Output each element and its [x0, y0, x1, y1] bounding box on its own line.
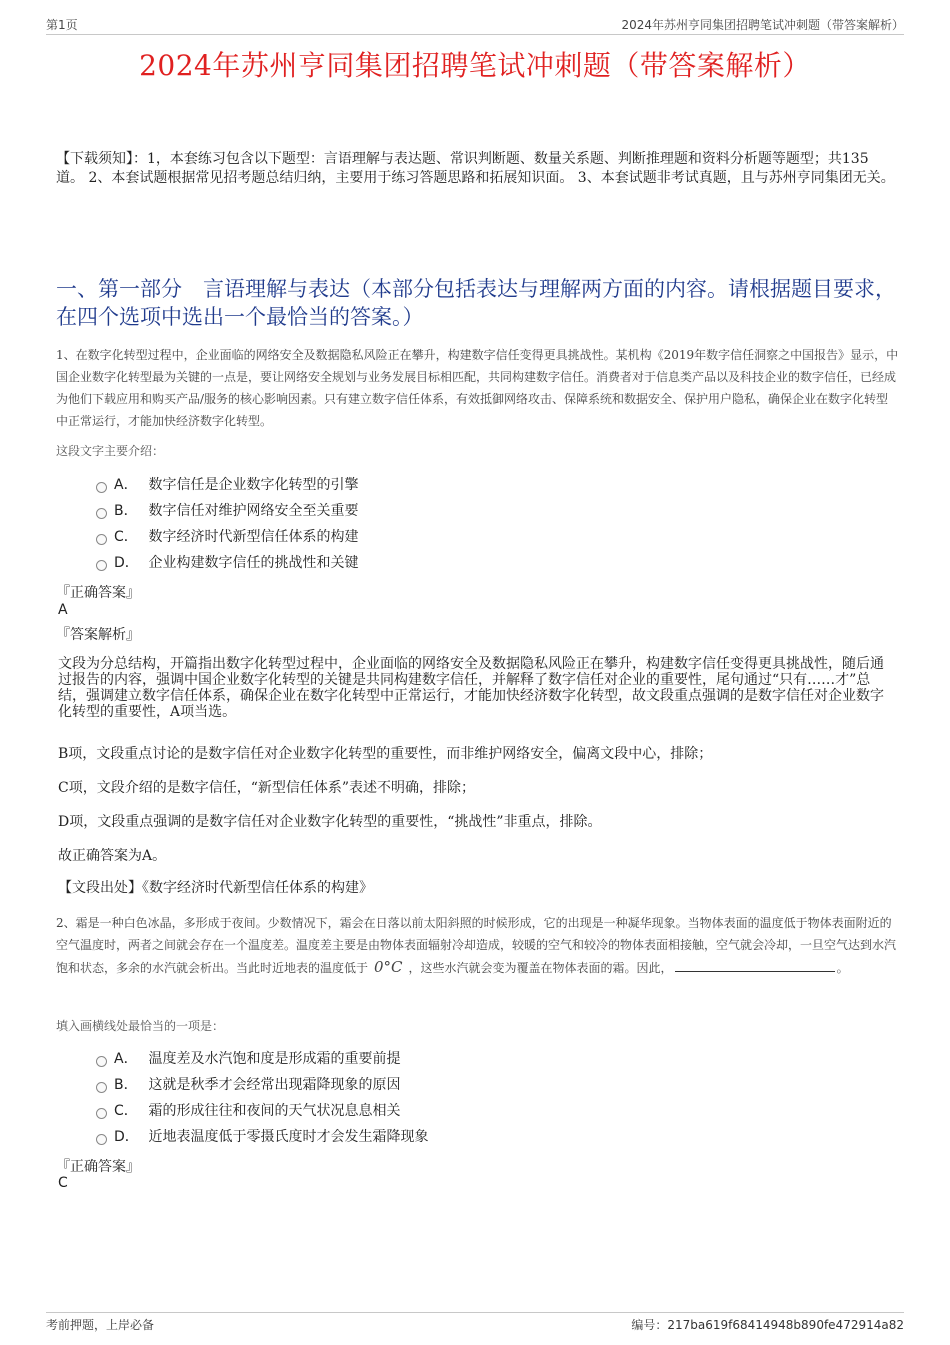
- question-2-options: [96, 1046, 428, 1150]
- page-number: 第1页: [46, 18, 78, 32]
- option-letter: C．: [114, 529, 138, 545]
- question-2-option-a[interactable]: [96, 1046, 428, 1072]
- question-1-options: [96, 472, 358, 576]
- option-text: 企业构建数字信任的挑战性和关键: [148, 555, 359, 571]
- question-1-analysis-b: B项，文段重点讨论的是数字信任对企业数字化转型的重要性，而非维护网络安全，偏离文段中心，排除；: [58, 746, 713, 762]
- download-notice: 【下载须知】：1，本套练习包含以下题型：言语理解与表达题、常识判断题、数量关系题、判断推理题和资料分析题等题型；共135道。 2、本套试题根据常见招考题总结归纳，主要用于练习答题思路和拓展知识面。 3、本套试题非考试真题，且与苏州亨同集团无关。: [56, 151, 895, 186]
- question-2-passage: [56, 912, 900, 979]
- passage-text-continued: ，这些水汽就会变为覆盖在物体表面的霜。因此，: [408, 961, 673, 975]
- option-text: 霜的形成往往和夜间的天气状况息息相关: [148, 1103, 401, 1119]
- option-text: 温度差及水汽饱和度是形成霜的重要前提: [148, 1051, 401, 1067]
- option-letter: A．: [114, 477, 138, 493]
- option-text: 这就是秋季才会经常出现霜降现象的原因: [148, 1077, 401, 1093]
- question-1-passage: 1、在数字化转型过程中，企业面临的网络安全及数据隐私风险正在攀升，构建数字信任变得更具挑战性。某机构《2019年数字信任洞察之中国报告》显示，中国企业数字化转型最为关键的一点是，要让网络安全规划与业务发展目标相匹配，共同构建数字信任。消费者对于信息类产品以及科技企业的数字信任，已经成为他们下载应用和购买产品/服务的核心影响因素。只有建立数字信任体系，有效抵御网络攻击、保障系统和数据安全、保护用户隐私，确保企业在数字化转型中正常运行，才能加快经济数字化转型。: [56, 348, 899, 428]
- radio-icon[interactable]: [96, 1056, 107, 1067]
- question-1-option-d[interactable]: [96, 550, 358, 576]
- option-letter: A．: [114, 1051, 138, 1067]
- passage-text: 2、霜是一种白色冰晶，多形成于夜间。少数情况下，霜会在日落以前太阳斜照的时候形成，它的出现是一种凝华现象。当物体表面的温度低于物体表面附近的空气温度时，两者之间就会存在一个温度差。温度差主要是由物体表面辐射冷却造成，较暖的空气和较冷的物体表面相接触，空气就会冷却，一旦空气达到水汽饱和状态，多余的水汽就会析出。当此时近地表的温度低于: [56, 916, 897, 975]
- running-title: 2024年苏州亨同集团招聘笔试冲刺题（带答案解析）: [621, 18, 904, 32]
- question-1-option-a[interactable]: [96, 472, 358, 498]
- question-1-answer-label: 『正确答案』: [56, 585, 140, 601]
- passage-end: 。: [836, 961, 849, 975]
- option-letter: B．: [114, 1077, 138, 1093]
- question-1-source: 【文段出处】《数字经济时代新型信任体系的构建》: [58, 880, 373, 896]
- fill-blank: [675, 961, 835, 972]
- document-title: 2024年苏州亨同集团招聘笔试冲刺题（带答案解析）: [139, 49, 811, 82]
- question-1-analysis-label: 『答案解析』: [56, 627, 140, 643]
- question-1-conclusion: 故正确答案为A。: [58, 848, 167, 864]
- question-1-analysis-d: D项，文段重点强调的是数字信任对企业数字化转型的重要性，“挑战性”非重点，排除。: [58, 814, 602, 830]
- option-text: 近地表温度低于零摄氏度时才会发生霜降现象: [148, 1129, 429, 1145]
- option-letter: B．: [114, 503, 138, 519]
- question-2-option-d[interactable]: [96, 1124, 428, 1150]
- page-header: [46, 14, 904, 35]
- question-2-option-b[interactable]: [96, 1072, 428, 1098]
- radio-icon[interactable]: [96, 1108, 107, 1119]
- section-heading: 一、第一部分 言语理解与表达（本部分包括表达与理解两方面的内容。请根据题目要求，在四个选项中选出一个最恰当的答案。）: [56, 277, 896, 329]
- question-1-prompt: 这段文字主要介绍：: [56, 444, 165, 458]
- question-2-prompt: 填入画横线处最恰当的一项是：: [56, 1019, 225, 1033]
- footer-slogan: 考前押题，上岸必备: [46, 1318, 155, 1332]
- question-1-analysis-c: C项，文段介绍的是数字信任，“新型信任体系”表述不明确，排除；: [58, 780, 476, 796]
- page-footer: [46, 1312, 904, 1335]
- radio-icon[interactable]: [96, 534, 107, 545]
- option-text: 数字经济时代新型信任体系的构建: [148, 529, 359, 545]
- option-letter: D．: [114, 555, 139, 571]
- footer-serial: [631, 1316, 904, 1333]
- serial-number: 217ba619f68414948b890fe472914a82: [667, 1318, 904, 1332]
- question-1-analysis-main: 文段为分总结构，开篇指出数字化转型过程中，企业面临的网络安全及数据隐私风险正在攀升，构建数字信任变得更具挑战性，随后通过报告的内容，强调中国企业数字化转型的关键是共同构建数字信任，并解释了数字信任对企业的重要性，尾句通过“只有……才”总结，强调建立数字信任体系，确保企业在数字化转型中正常运行，才能加快经济数字化转型，故文段重点强调的是数字信任对企业数字化转型的重要性，A项当选。: [58, 656, 884, 720]
- radio-icon[interactable]: [96, 482, 107, 493]
- radio-icon[interactable]: [96, 1082, 107, 1093]
- temperature-formula: 0°C: [374, 958, 403, 976]
- radio-icon[interactable]: [96, 560, 107, 571]
- radio-icon[interactable]: [96, 1134, 107, 1145]
- question-2-answer: C: [58, 1175, 68, 1191]
- question-1-option-c[interactable]: [96, 524, 358, 550]
- option-text: 数字信任是企业数字化转型的引擎: [148, 477, 359, 493]
- option-text: 数字信任对维护网络安全至关重要: [148, 503, 359, 519]
- option-letter: C．: [114, 1103, 138, 1119]
- serial-label: 编号：: [631, 1318, 668, 1332]
- question-1-option-b[interactable]: [96, 498, 358, 524]
- radio-icon[interactable]: [96, 508, 107, 519]
- question-2-answer-label: 『正确答案』: [56, 1159, 140, 1175]
- question-2-option-c[interactable]: [96, 1098, 428, 1124]
- option-letter: D．: [114, 1129, 139, 1145]
- question-1-answer: A: [58, 602, 68, 618]
